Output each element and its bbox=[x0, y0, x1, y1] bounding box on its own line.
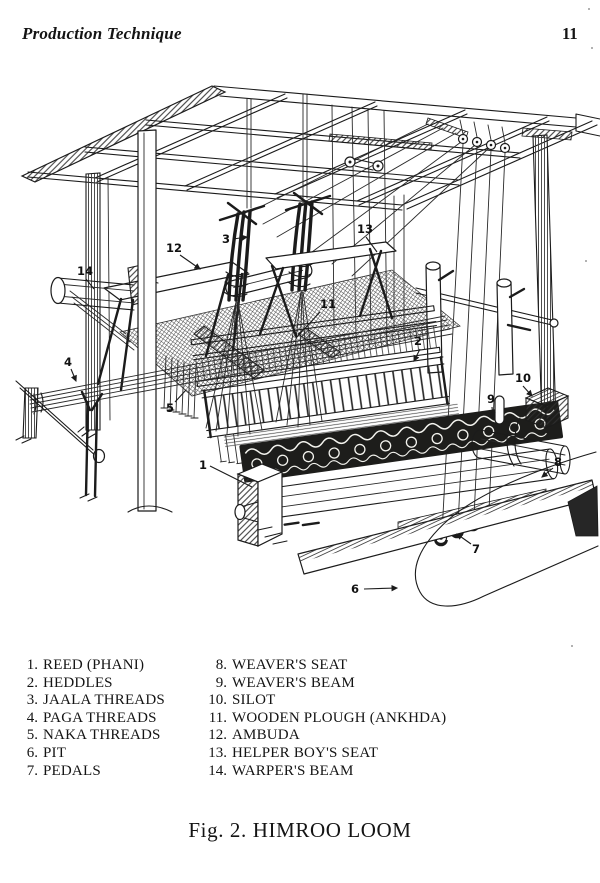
legend-item-label: PAGA THREADS bbox=[43, 709, 157, 726]
legend-item-label: REED (PHANI) bbox=[43, 657, 145, 673]
legend-item-number: 11. bbox=[208, 709, 227, 726]
figure-callout-9: 9 bbox=[487, 392, 496, 406]
legend-item-number: 3. bbox=[26, 692, 38, 709]
page-number: 11 bbox=[562, 24, 578, 43]
legend-item-number: 8. bbox=[215, 657, 227, 673]
figure-callout-4: 4 bbox=[64, 355, 73, 369]
figure-callout-10: 10 bbox=[515, 371, 532, 385]
silot bbox=[526, 388, 568, 428]
legend-item bbox=[197, 710, 497, 728]
legend-item bbox=[197, 675, 497, 693]
scan-speck bbox=[571, 645, 573, 647]
legend-item-label: AMBUDA bbox=[232, 727, 300, 744]
legend-item-number: 5. bbox=[26, 727, 38, 744]
legend-item-number: 6. bbox=[26, 744, 38, 761]
figure-callout-5: 5 bbox=[166, 401, 175, 415]
legend-item bbox=[197, 657, 497, 675]
figure-callout-1: 1 bbox=[199, 458, 208, 472]
figure-callout-3: 3 bbox=[222, 232, 231, 246]
figure-callout-6: 6 bbox=[351, 582, 360, 596]
scan-speck bbox=[591, 47, 593, 49]
legend-item-label: HELPER BOY'S SEAT bbox=[232, 744, 379, 761]
legend-item bbox=[25, 745, 215, 763]
legend-item bbox=[25, 710, 215, 728]
running-header-title: Production Technique bbox=[22, 24, 182, 43]
figure-callout-13: 13 bbox=[357, 222, 374, 236]
legend-item bbox=[25, 657, 215, 675]
figure-caption: Fig. 2. HIMROO LOOM bbox=[188, 818, 412, 842]
scan-speck bbox=[588, 8, 590, 10]
figure-callout-14: 14 bbox=[77, 264, 94, 278]
legend-item-number: 1. bbox=[26, 657, 38, 673]
legend-item bbox=[197, 745, 497, 763]
figure-callout-12: 12 bbox=[166, 241, 183, 255]
legend-item-label: WEAVER'S BEAM bbox=[232, 674, 355, 691]
legend-item-label: HEDDLES bbox=[43, 674, 113, 691]
figure-callout-11: 11 bbox=[320, 297, 337, 311]
legend-item bbox=[25, 727, 215, 745]
legend-item-label: JAALA THREADS bbox=[43, 692, 165, 709]
legend-item-label: WARPER'S BEAM bbox=[232, 762, 354, 779]
legend-item-number: 4. bbox=[26, 709, 38, 726]
figure-callout-7: 7 bbox=[472, 542, 481, 556]
legend-item-label: SILOT bbox=[232, 692, 276, 709]
legend-column-left bbox=[25, 657, 215, 780]
legend-column-right bbox=[197, 657, 497, 780]
legend-item-number: 10. bbox=[208, 692, 227, 709]
legend-item bbox=[197, 727, 497, 745]
legend-item bbox=[25, 692, 215, 710]
roof-frame bbox=[22, 86, 600, 210]
legend-item-number: 7. bbox=[26, 762, 38, 779]
legend-item-number: 13. bbox=[208, 744, 227, 761]
legend-item-number: 14. bbox=[208, 762, 227, 779]
scan-speck bbox=[585, 260, 587, 262]
legend-item-label: WOODEN PLOUGH (ANKHDA) bbox=[232, 709, 447, 726]
legend-item-label: PEDALS bbox=[43, 762, 101, 779]
legend-item-number: 12. bbox=[208, 727, 227, 744]
legend-item bbox=[25, 763, 215, 781]
figure-callout-2: 2 bbox=[414, 334, 423, 348]
legend-item-label: WEAVER'S SEAT bbox=[232, 657, 348, 673]
legend-item-number: 9. bbox=[215, 674, 227, 691]
legend-item bbox=[197, 692, 497, 710]
legend-item-label: PIT bbox=[43, 744, 67, 761]
legend-item bbox=[197, 763, 497, 781]
cloth-beam-support-block bbox=[235, 464, 287, 546]
legend-item-label: NAKA THREADS bbox=[43, 727, 161, 744]
figure-callout-8: 8 bbox=[554, 455, 563, 469]
pulleys bbox=[426, 118, 510, 153]
right-rear-post bbox=[533, 135, 556, 425]
legend-item bbox=[25, 675, 215, 693]
legend-item-number: 2. bbox=[26, 674, 38, 691]
